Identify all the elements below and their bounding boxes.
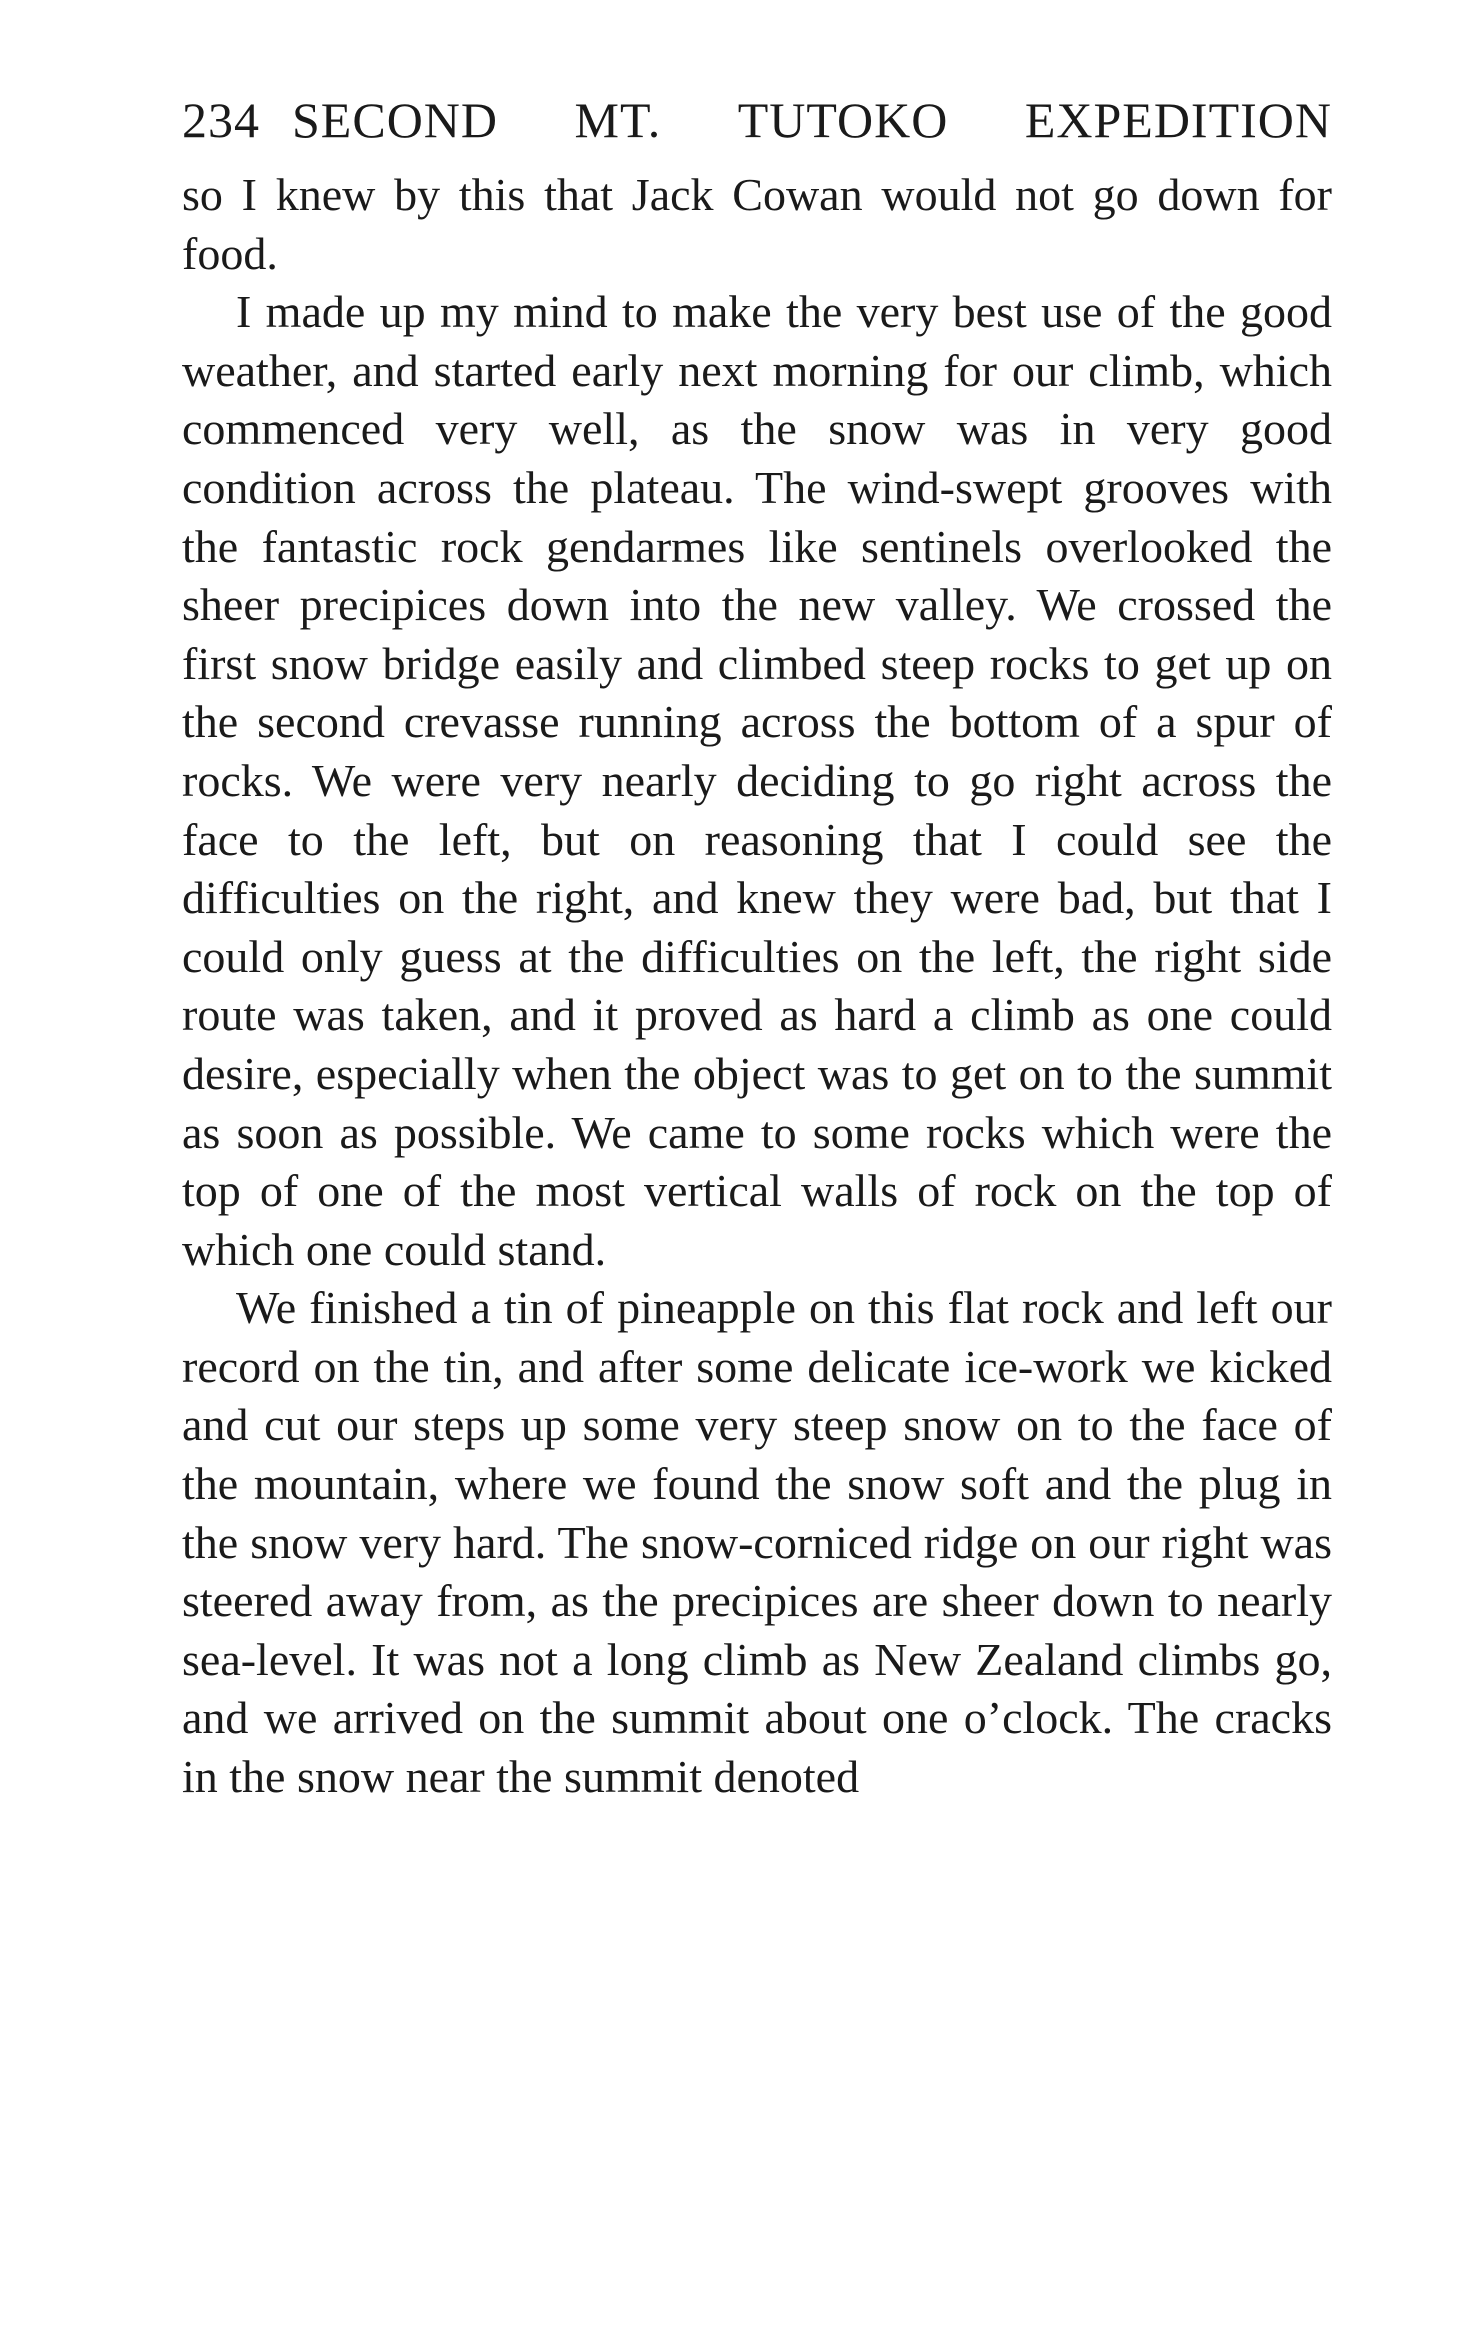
paragraph: I made up my mind to make the very best use of the good weather, and started early next morning for our climb, which commenced very well, as the snow was in very good condition across the plateau. The wind-swept grooves with the fantastic rock gendarmes like sentinels overlooked the sheer precipices down into the new valley. We crossed the first snow bridge easily and climbed steep rocks to get up on the second crevasse running across the bottom of a spur of rocks. We were very nearly deciding to go right across the face to the left, but on reasoning that I could see the difficulties on the right, and knew they were bad, but that I could only guess at the difficulties on the left, the right side route was taken, and it proved as hard a climb as one could desire, especially when the object was to get on to the summit as soon as possible. We came to some rocks which were the top of one of the most vertical walls of rock on the top of which one could stand.	[182, 286, 1332, 1275]
paragraph: so I knew by this that Jack Cowan would not go down for food.	[182, 169, 1332, 279]
page-number: 234	[182, 92, 260, 148]
body-text	[182, 166, 1332, 1807]
paragraph: We finished a tin of pineapple on this flat rock and left our record on the tin, and after some delicate ice-work we kicked and cut our steps up some very steep snow on to the face of the mountain, where we found the snow soft and the plug in the snow very hard. The snow-corniced ridge on our right was steered away from, as the precipices are sheer down to nearly sea-level. It was not a long climb as New Zealand climbs go, and we arrived on the summit about one o’clock. The cracks in the snow near the summit denoted	[182, 1282, 1332, 1803]
chapter-title-word: EXPEDITION	[1024, 92, 1332, 148]
chapter-title	[292, 80, 1332, 160]
chapter-title-word: MT.	[574, 92, 662, 148]
chapter-title-word: TUTOKO	[737, 92, 949, 148]
book-page	[182, 80, 1332, 1807]
running-head	[182, 80, 1332, 160]
chapter-title-word: SECOND	[292, 92, 499, 148]
